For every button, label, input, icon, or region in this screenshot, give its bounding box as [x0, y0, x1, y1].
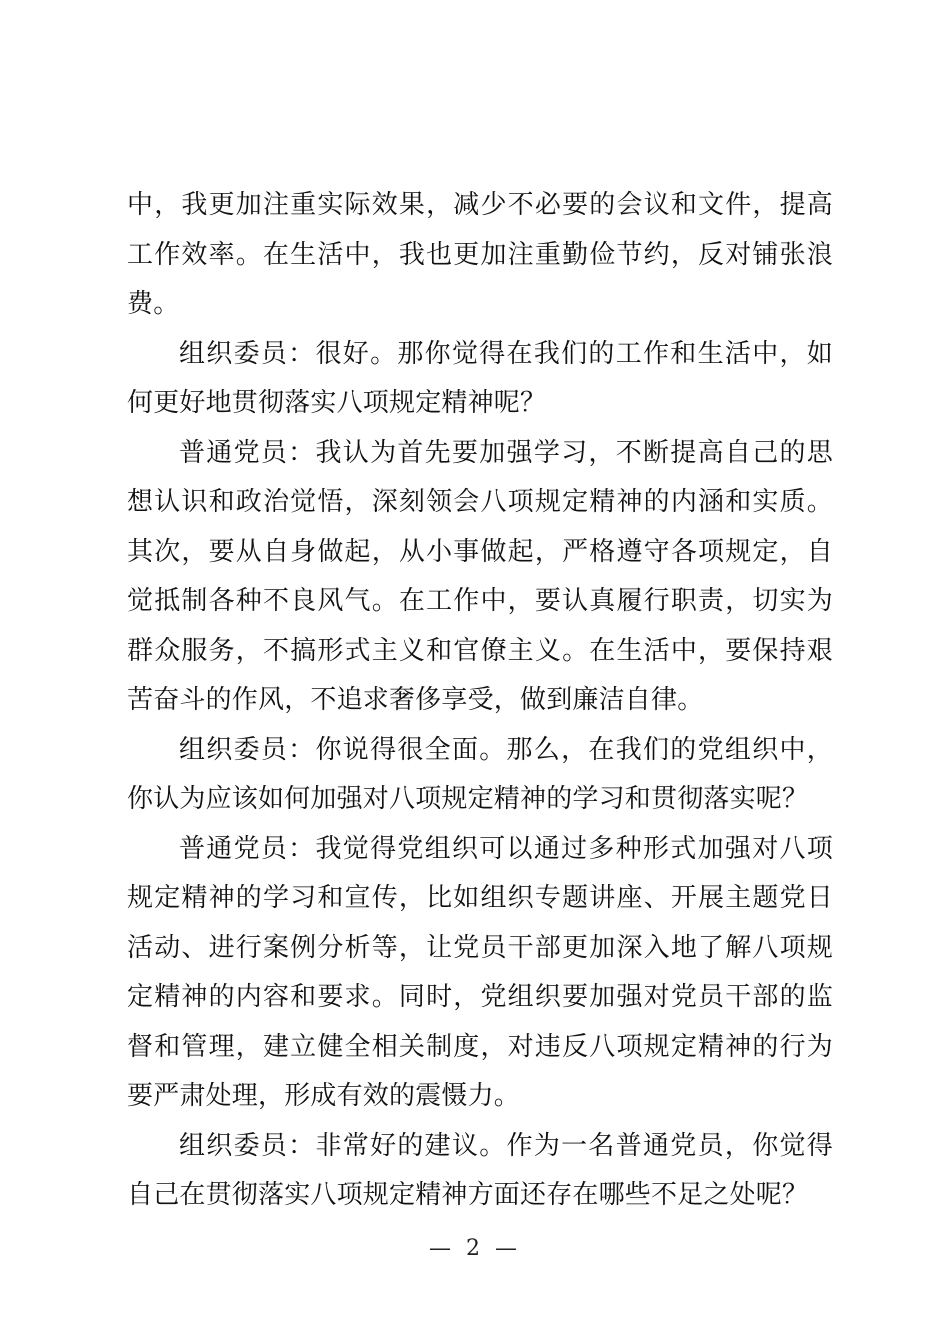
paragraph-dialogue: 组织委员：你说得很全面。那么，在我们的党组织中，你认为应该如何加强对八项规定精神的学习和贯彻落实呢？: [127, 734, 833, 814]
page-number: — 2 —: [429, 1236, 521, 1261]
paragraph-dialogue: 普通党员：我觉得党组织可以通过多种形式加强对八项规定精神的学习和宣传，比如组织专题讲座、开展主题党日活动、进行案例分析等，让党员干部更加深入地了解八项规定精神的内容和要求。同时，党组织要加强对党员干部的监督和管理，建立健全相关制度，对违反八项规定精神的行为要严肃处理，形成有效的震慑力。: [127, 833, 833, 1111]
paragraph-dialogue: 组织委员：非常好的建议。作为一名普通党员，你觉得自己在贯彻落实八项规定精神方面还存在哪些不足之处呢？: [127, 1130, 833, 1210]
paragraph-dialogue: 组织委员：很好。那你觉得在我们的工作和生活中，如何更好地贯彻落实八项规定精神呢？: [127, 338, 833, 418]
paragraph-continuation: 中，我更加注重实际效果，减少不必要的会议和文件，提高工作效率。在生活中，我也更加注重勤俭节约，反对铺张浪费。: [127, 190, 833, 319]
paragraph-dialogue: 普通党员：我认为首先要加强学习，不断提高自己的思想认识和政治觉悟，深刻领会八项规定精神的内涵和实质。其次，要从自身做起，从小事做起，严格遵守各项规定，自觉抵制各种不良风气。在工作中，要认真履行职责，切实为群众服务，不搞形式主义和官僚主义。在生活中，要保持艰苦奋斗的作风，不追求奢侈享受，做到廉洁自律。: [127, 437, 833, 715]
body-text: [127, 181, 833, 1221]
